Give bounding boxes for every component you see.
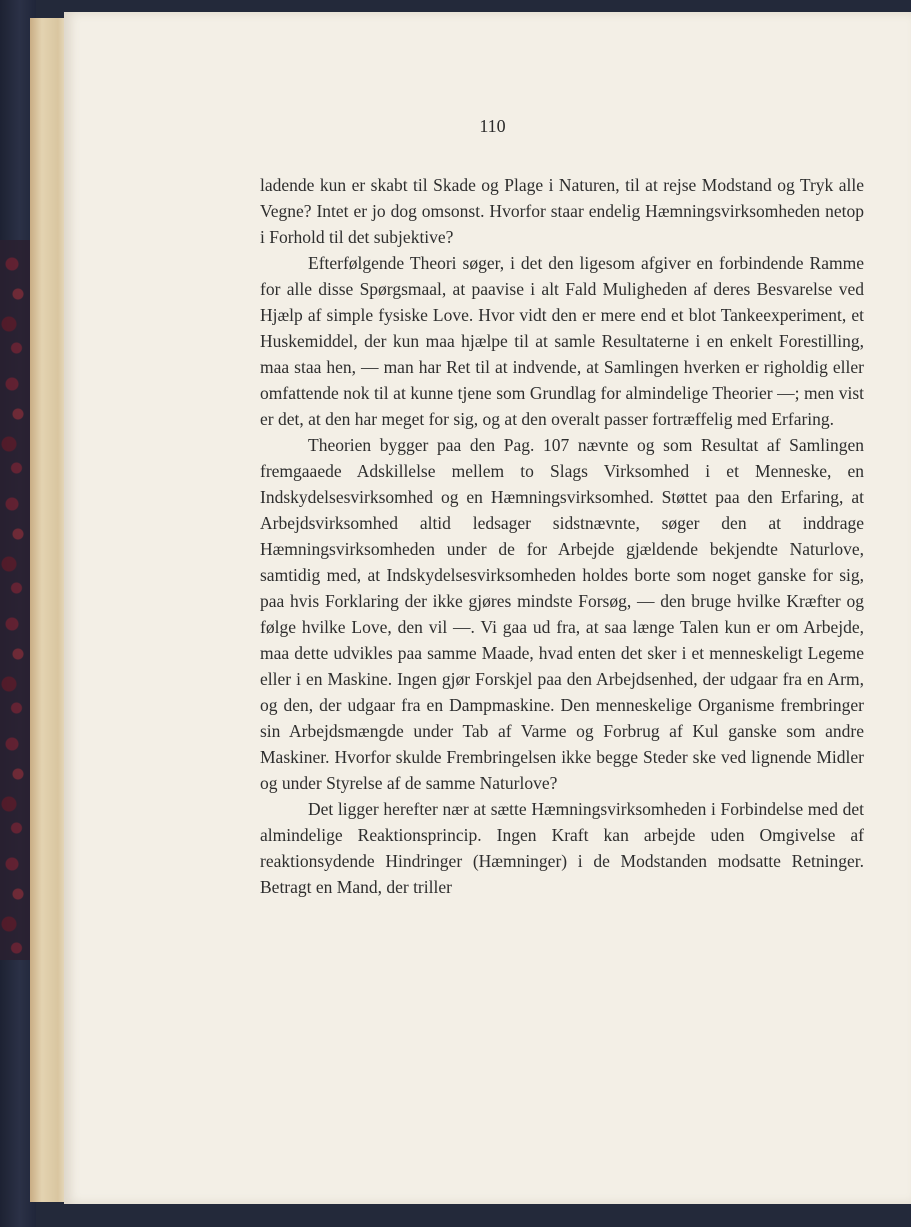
body-text [260, 172, 864, 900]
marbled-cover-edge [0, 240, 30, 960]
paragraph: Theorien bygger paa den Pag. 107 nævnte og som Resultat af Samlingen fremgaaede Adskillelse mellem to Slags Virksomhed i et Menneske, en Indskydelsesvirksomhed og en Hæmningsvirksomhed. Støttet paa den Erfaring, at Arbejdsvirksomhed altid ledsager sidstnævnte, søger den at inddrage Hæmningsvirksomheden under de for Arbejde gjældende bekjendte Naturlove, samtidig med, at Indskydelsesvirksomheden holdes borte som noget ganske for sig, paa hvis Forklaring der ikke gjøres mindste Forsøg, — den bruge hvilke Kræfter og følge hvilke Love, den vil —. Vi gaa ud fra, at saa længe Talen kun er om Arbejde, maa dette udvikles paa samme Maade, hvad enten det sker i et menneskeligt Legeme eller i en Maskine. Ingen gjør Forskjel paa den Arbejdsenhed, der udgaar fra en Arm, og den, der udgaar fra en Dampmaskine. Den menneskelige Organisme frembringer sin Arbejdsmængde under Tab af Varme og Forbrug af Kul ganske som andre Maskiner. Hvorfor skulde Frembringelsen ikke begge Steder ske ved lignende Midler og under Styrelse af de samme Naturlove? [260, 435, 864, 793]
paragraph: Efterfølgende Theori søger, i det den ligesom afgiver en forbindende Ramme for alle disse Spørgsmaal, at paavise i alt Fald Muligheden af deres Besvarelse ved Hjælp af simple fysiske Love. Hvor vidt den er mere end et blot Tankeexperiment, et Huskemiddel, der kun maa hjælpe til at samle Resultaterne i en enkelt Forestilling, maa staa hen, — man har Ret til at indvende, at Samlingen hverken er righoldig eller omfattende nok til at kunne tjene som Grundlag for almindelige Theorier —; men vist er det, at den har meget for sig, og at den overalt passer fortræffelig med Erfaring. [260, 253, 864, 429]
paragraph: ladende kun er skabt til Skade og Plage i Naturen, til at rejse Modstand og Tryk alle Vegne? Intet er jo dog omsonst. Hvorfor staar endelig Hæmningsvirksomheden netop i Forhold til det subjektive? [260, 175, 864, 247]
book-page [64, 12, 911, 1204]
page-number: 110 [479, 116, 506, 136]
paragraph: Det ligger herefter nær at sætte Hæmningsvirksomheden i Forbindelse med det almindelige Reaktionsprincip. Ingen Kraft kan arbejde uden Omgivelse af reaktionsydende Hindringer (Hæmninger) i de Modstanden modsatte Retninger. Betragt en Mand, der triller [260, 799, 864, 897]
